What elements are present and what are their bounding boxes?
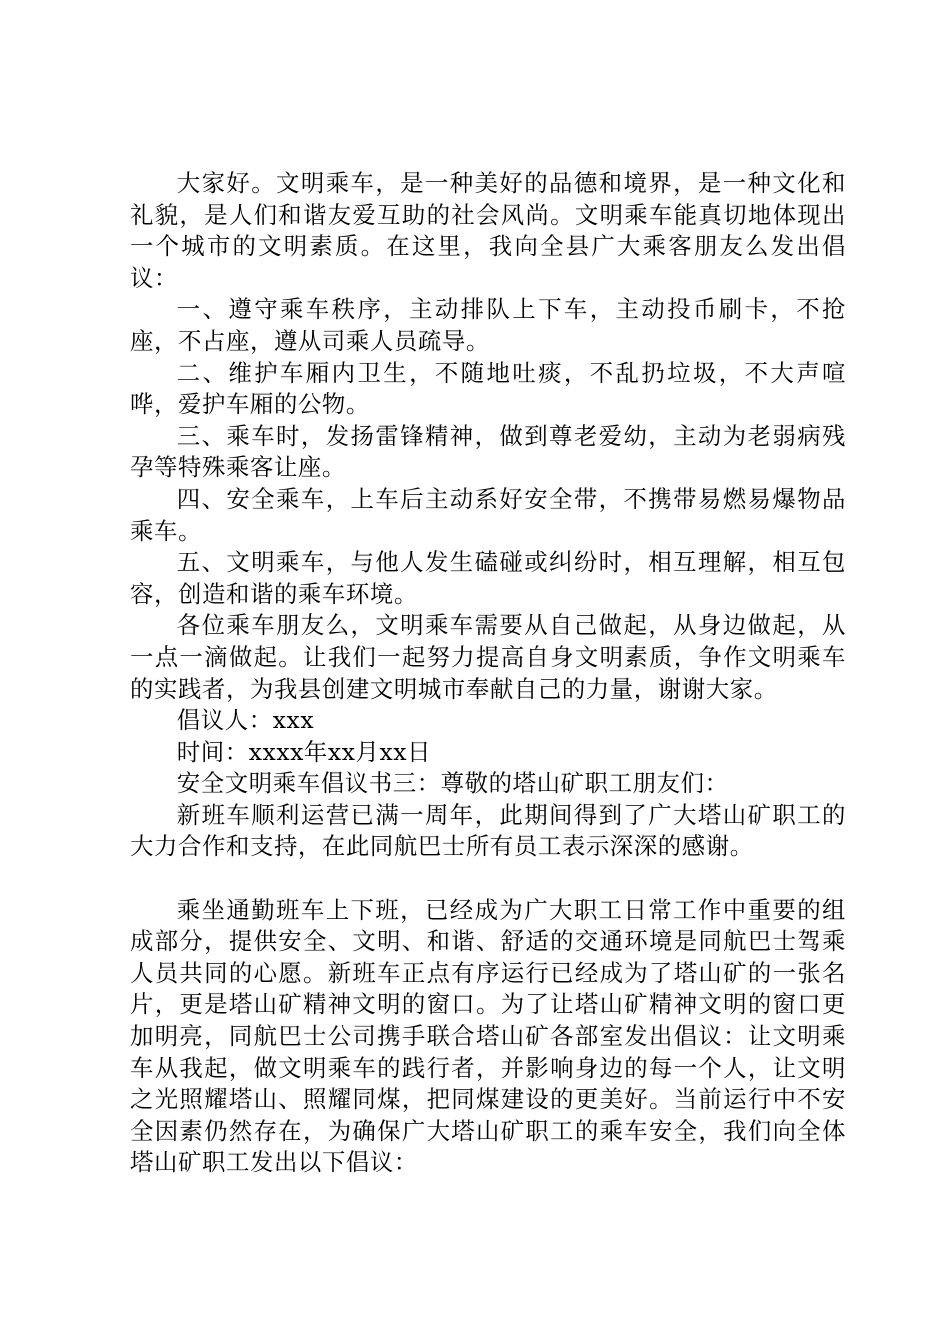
paragraph-item-4: 四、安全乘车，上车后主动系好安全带，不携带易燃易爆物品乘车。 bbox=[130, 484, 846, 545]
paragraph-closing: 各位乘车朋友么，文明乘车需要从自己做起，从身边做起，从一点一滴做起。让我们一起努力提高自身文明素质，争作文明乘车的实践者，为我县创建文明城市奉献自己的力量，谢谢大家。 bbox=[130, 611, 846, 703]
paragraph-initiator: 倡议人：xxx bbox=[176, 706, 315, 735]
paragraph-thanks: 新班车顺利运营已满一周年，此期间得到了广大塔山矿职工的大力合作和支持，在此同航巴士所有员工表示深深的感谢。 bbox=[130, 800, 846, 861]
paragraph-item-2: 二、维护车厢内卫生，不随地吐痰，不乱扔垃圾，不大声喧哗，爱护车厢的公物。 bbox=[130, 358, 846, 419]
paragraph-item-1: 一、遵守乘车秩序，主动排队上下车，主动投币刷卡，不抢座，不占座，遵从司乘人员疏导。 bbox=[130, 295, 846, 355]
paragraph-item-3: 三、乘车时，发扬雷锋精神，做到尊老爱幼，主动为老弱病残孕等特殊乘客让座。 bbox=[130, 421, 846, 482]
document-body bbox=[130, 168, 846, 1179]
paragraph-commute: 乘坐通勤班车上下班，已经成为广大职工日常工作中重要的组成部分，提供安全、文明、和谐、舒适的交通环境是同航巴士驾乘人员共同的心愿。新班车正点有序运行已经成为了塔山矿的一张名片，更是塔山矿精神文明的窗口。为了让塔山矿精神文明的窗口更加明亮，同航巴士公司携手联合塔山矿各部室发出倡议：让文明乘车从我起，做文明乘车的践行者，并影响身边的每一个人，让文明之光照耀塔山、照耀同煤，把同煤建设的更美好。当前运行中不安全因素仍然存在，为确保广大塔山矿职工的乘车安全，我们向全体塔山矿职工发出以下倡议： bbox=[130, 895, 846, 1177]
paragraph-section-title: 安全文明乘车倡议书三：尊敬的塔山矿职工朋友们： bbox=[176, 769, 729, 798]
paragraph-greeting: 大家好。文明乘车，是一种美好的品德和境界，是一种文化和礼貌，是人们和谐友爱互助的社会风尚。文明乘车能真切地体现出一个城市的文明素质。在这里，我向全县广大乘客朋友么发出倡议： bbox=[130, 169, 846, 292]
paragraph-date: 时间：xxxx年xx月xx日 bbox=[176, 737, 432, 766]
paragraph-gap bbox=[130, 863, 846, 895]
paragraph-item-5: 五、文明乘车，与他人发生磕碰或纠纷时，相互理解，相互包容，创造和谐的乘车环境。 bbox=[130, 548, 846, 608]
